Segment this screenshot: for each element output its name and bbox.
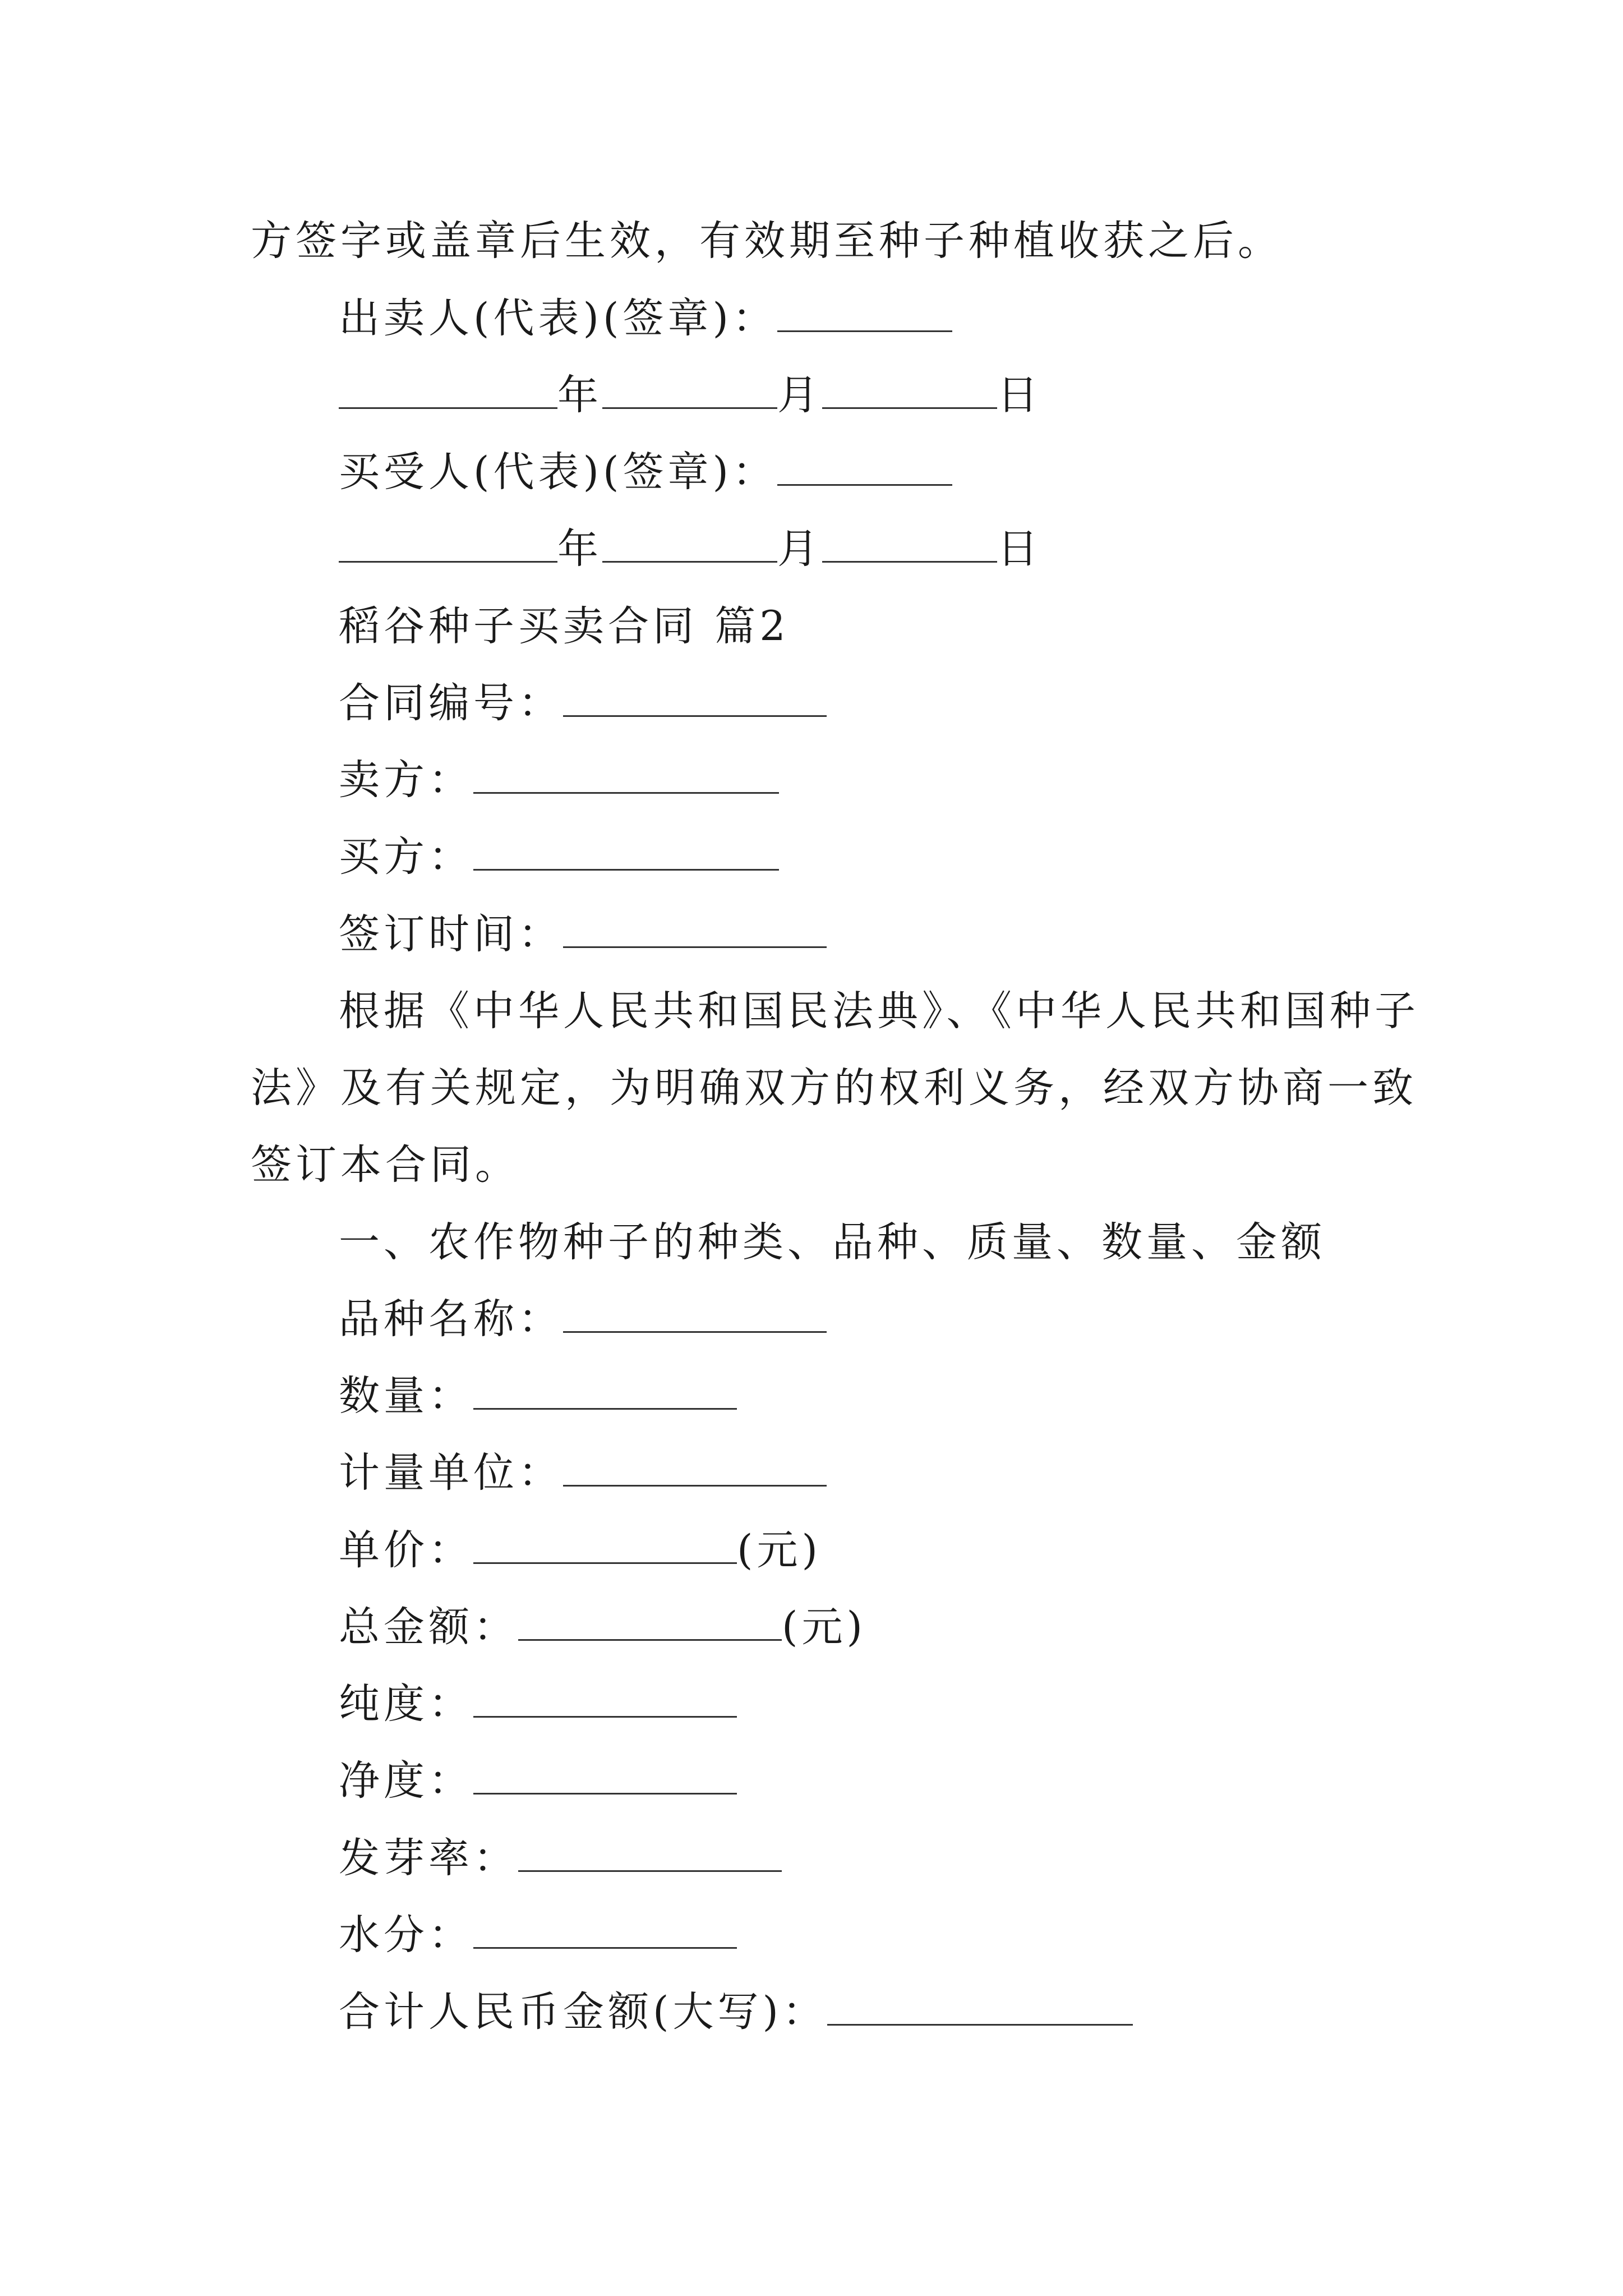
text: 方签字或盖章后生效，有效期至种子种植收获之后。 <box>251 217 1283 265</box>
total-rmb-line <box>339 1984 1133 2040</box>
text: 一、农作物种子的种类、品种、质量、数量、金额 <box>339 1218 1326 1266</box>
paragraph-line <box>339 983 1419 1039</box>
unit-price-blank <box>473 1527 737 1564</box>
germination-line <box>339 1830 782 1887</box>
paragraph-line <box>251 1137 520 1193</box>
total-rmb-blank <box>827 1989 1133 2026</box>
label: 出卖人(代表)(签章)： <box>339 295 777 342</box>
currency-suffix: (元) <box>782 1603 866 1651</box>
text: 根据《中华人民共和国民法典》、《中华人民共和国种子 <box>339 987 1419 1035</box>
section-title <box>339 1214 1326 1271</box>
moisture-line <box>339 1907 737 1963</box>
seller-signature-line <box>339 291 952 347</box>
purity-blank <box>473 1681 737 1718</box>
day-label: 日 <box>997 371 1042 419</box>
variety-line <box>339 1291 827 1347</box>
month-blank <box>602 372 777 409</box>
month-label: 月 <box>777 525 822 573</box>
unit-price-line <box>339 1522 822 1579</box>
label: 买方： <box>339 833 473 881</box>
day-blank <box>822 372 997 409</box>
buyer-signature-line <box>339 444 952 500</box>
cleanliness-line <box>339 1753 737 1809</box>
label: 买受人(代表)(签章)： <box>339 448 777 496</box>
total-amount-line <box>339 1599 866 1655</box>
label: 计量单位： <box>339 1449 563 1497</box>
buyer-blank <box>473 834 779 871</box>
contract-number-line <box>339 675 827 731</box>
label: 总金额： <box>339 1603 518 1651</box>
sign-time-blank <box>563 912 827 948</box>
date-line <box>339 367 1042 424</box>
buyer-line <box>339 829 779 885</box>
text: 法》及有关规定，为明确双方的权利义务，经双方协商一致 <box>251 1064 1417 1112</box>
month-label: 月 <box>777 371 822 419</box>
total-amount-blank <box>518 1604 782 1641</box>
label: 签订时间： <box>339 910 563 958</box>
signature-blank <box>777 449 952 486</box>
year-label: 年 <box>557 525 602 573</box>
moisture-blank <box>473 1912 737 1949</box>
year-blank <box>339 526 557 563</box>
year-blank <box>339 372 557 409</box>
contract-number-blank <box>563 680 827 717</box>
unit-line <box>339 1445 827 1501</box>
day-blank <box>822 526 997 563</box>
section-heading <box>339 599 790 655</box>
cleanliness-blank <box>473 1758 737 1795</box>
text: 签订本合同。 <box>251 1141 520 1189</box>
label: 合同编号： <box>339 679 563 727</box>
seller-line <box>339 752 779 808</box>
month-blank <box>602 526 777 563</box>
currency-suffix: (元) <box>737 1526 822 1574</box>
label: 品种名称： <box>339 1295 563 1343</box>
date-line <box>339 521 1042 577</box>
label: 单价： <box>339 1526 473 1574</box>
quantity-line <box>339 1368 737 1424</box>
germination-blank <box>518 1835 782 1872</box>
label: 数量： <box>339 1372 473 1420</box>
signature-blank <box>777 296 952 332</box>
label: 纯度： <box>339 1680 473 1728</box>
variety-blank <box>563 1296 827 1333</box>
label: 合计人民币金额(大写)： <box>339 1988 827 2036</box>
heading-text: 稻谷种子买卖合同 篇2 <box>339 602 790 650</box>
label: 净度： <box>339 1757 473 1805</box>
paragraph-line <box>251 1060 1417 1116</box>
quantity-blank <box>473 1373 737 1410</box>
paragraph-line <box>251 213 1283 269</box>
day-label: 日 <box>997 525 1042 573</box>
purity-line <box>339 1676 737 1732</box>
unit-blank <box>563 1450 827 1487</box>
year-label: 年 <box>557 371 602 419</box>
label: 水分： <box>339 1911 473 1959</box>
label: 发芽率： <box>339 1834 518 1882</box>
seller-blank <box>473 757 779 794</box>
sign-time-line <box>339 907 827 963</box>
label: 卖方： <box>339 756 473 804</box>
